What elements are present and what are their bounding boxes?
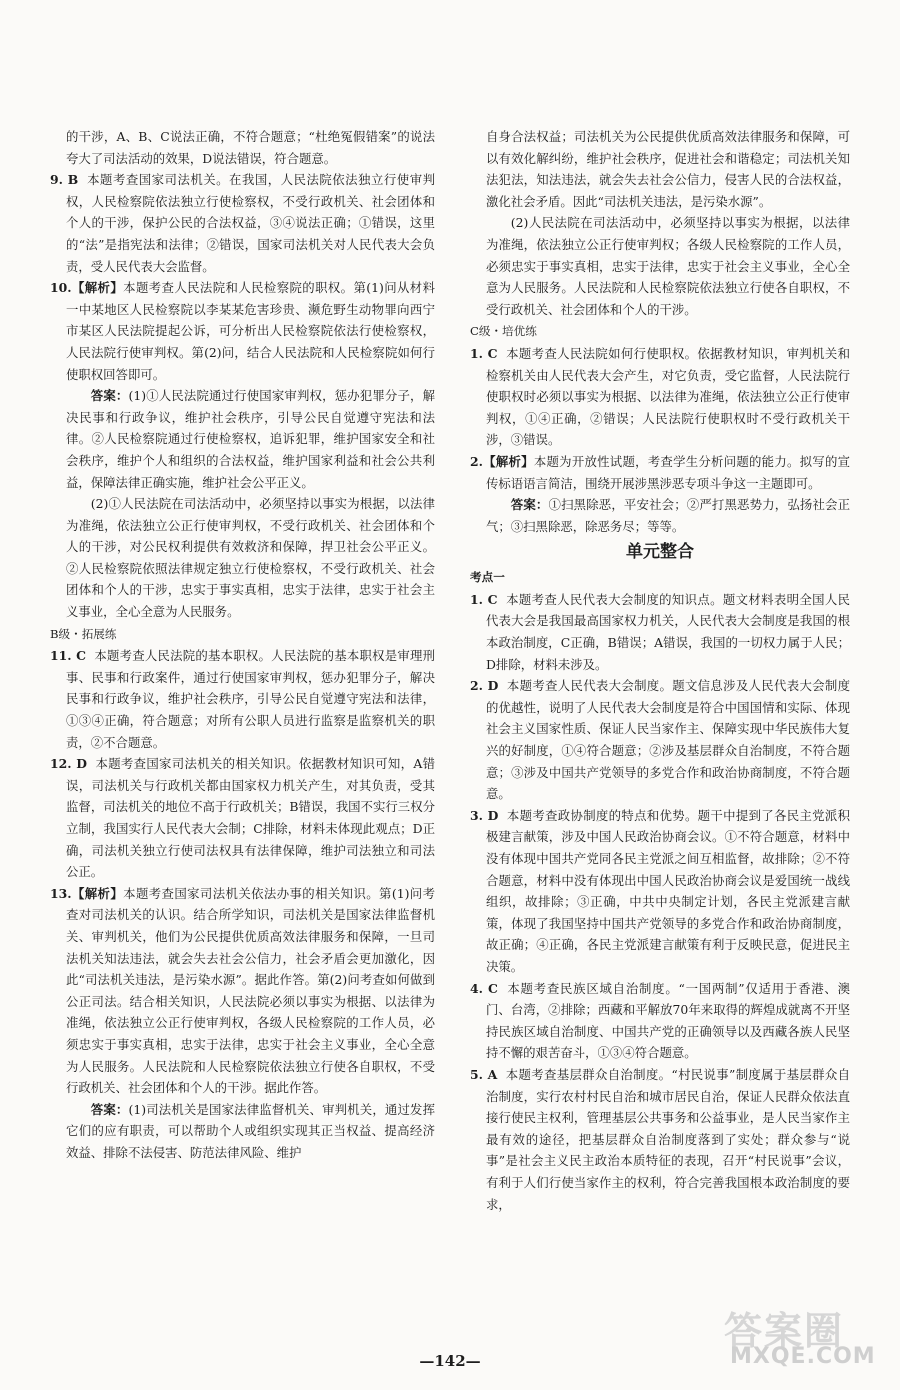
watermark-logo: [724, 1300, 894, 1380]
analysis-tag: 【解析】: [71, 280, 124, 296]
item-text: 本题考查基层群众自治制度。“村民说事”制度属于基层群众自治制度，实行农村村民自治和城市居民自治，保证人民群众依法直接行使民主权利，管理基层公共事务和公益事业，是人民当家作主最有效的途径，把基层群众自治制度落到了实处；群众参与“说事”是社会主义民主政治本质特征的表现，召开“村民说事”会议，有利于人们行使当家作主的权利，符合完善我国根本政治制度的要求，: [486, 1066, 850, 1212]
paragraph-continuation: 的干涉，A、B、C说法正确，不符合题意；“杜绝冤假错案”的说法夸大了司法活动的效果，D说法错误，符合题意。: [66, 129, 435, 166]
item-number: 1. C: [470, 591, 498, 607]
answer-item-10: [50, 277, 435, 385]
answer-text: ①扫黑除恶，平安社会；②严打黑恶势力，弘扬社会正气；③扫黑除恶，除恶务尽；等等。: [486, 497, 851, 534]
item-number: 2.: [470, 453, 483, 469]
item-number: 10.: [50, 280, 72, 296]
unit-title: 单元整合: [626, 542, 694, 563]
answer-paragraph: [50, 385, 435, 493]
item-number: 11. C: [50, 648, 86, 664]
answer-text: (1)①人民法院通过行使国家审判权，惩办犯罪分子，解决民事和行政争议，维护社会秩序，引导公民自觉遵守宪法和法律。②人民检察院通过行使检察权，追诉犯罪，维护国家安全和社会秩序，维护个人和组织的合法权益，维护国家利益和社会公共利益，保障法律正确实施，维护社会公平正义。: [66, 388, 436, 490]
answer-item-u1: [470, 589, 850, 675]
item-text: 本题考查人民法院的基本职权。人民法院的基本职权是审理刑事、民事和行政案件，通过行使国家审判权，惩办犯罪分子，解决民事和行政争议，维护社会秩序，引导公民自觉遵守宪法和法律，①③④正确，符合题意；对所有公职人员进行监察是监察机关的职责，②不合题意。: [66, 648, 435, 750]
answer-label: 答案：: [510, 497, 549, 513]
answer-item-9: [50, 169, 435, 277]
answer-item-u4: [470, 978, 850, 1064]
section-heading-c: C级・培优练: [470, 324, 537, 339]
analysis-tag: 【解析】: [482, 453, 534, 469]
item-number: 2. D: [470, 678, 499, 694]
answer-paragraph: [470, 494, 850, 537]
section-heading-b: B级・拓展练: [50, 626, 117, 641]
item-number: 4. C: [470, 980, 498, 996]
item-text: 本题考查国家司法机关的相关知识。依据教材知识可知，A错误，司法机关与行政机关都由国家权力机关产生，对其负责，受其监督，司法机关的地位不高于行政机关；B错误，我国不实行三权分立制，我国实行人民代表大会制；C排除，材料未体现此观点；D正确，司法机关独立行使司法权具有法律保障，维护司法独立和司法公正。: [66, 756, 435, 880]
answer-item-u3: [470, 805, 850, 978]
answer-item-13: [50, 883, 435, 1099]
answer-item-11: [50, 645, 435, 753]
answer-text: (1)司法机关是国家法律监督机关、审判机关，通过发挥它们的应有职责，可以帮助个人或组织实现其正当权益、提高经济效益、排除不法侵害、防范法律风险、维护: [66, 1101, 436, 1160]
watermark-text-cn: 答案圈: [724, 1309, 845, 1353]
item-number: 12. D: [50, 756, 87, 772]
answer-label: 答案：: [90, 1101, 129, 1117]
item-text: 本题考查人民法院和人民检察院的职权。第(1)问从材料一中某地区人民检察院以李某某危害珍贵、濒危野生动物罪向西宁市某区人民法院提起公诉，可分析出人民检察院依法行使检察权，人民法院行使审判权。第(2)问，结合人民法院和人民检察院如何行使职权回答即可。: [66, 280, 435, 382]
item-text: 本题考查人民代表大会制度的知识点。题文材料表明全国人民代表大会是我国最高国家权力机关，人民代表大会制度是我国的根本政治制度，C正确，B错误；A错误，我国的一切权力属于人民；D排除，材料未涉及。: [486, 591, 850, 672]
answer-label: 答案：: [90, 388, 129, 404]
analysis-tag: 【解析】: [71, 885, 124, 901]
right-column: [470, 126, 850, 1215]
item-text: 本题考查国家司法机关依法办事的相关知识。第(1)问考查对司法机关的认识。结合所学知识，司法机关是国家法律监督机关、审判机关，他们为公民提供优质高效法律服务和保障，一旦司法机关知法违法，就会失去社会公信力，社会矛盾会更加激化，因此“司法机关违法，是污染水源”。据此作答。第(2)问考查如何做到公正司法。结合相关知识，人民法院必须以事实为根据、以法律为准绳，依法独立公正行使审判权，各级人民检察院的工作人员，必须忠实于事实真相，忠实于法律，忠实于社会主义事业，全心全意为人民服务。人民法院和人民检察院依法独立行使各自职权，不受行政机关、社会团体和个人的干涉。据此作答。: [66, 885, 435, 1096]
item-number: 1. C: [470, 345, 498, 361]
key-point-label: 考点一: [470, 570, 505, 585]
item-number: 3. D: [470, 807, 499, 823]
item-text: 本题考查人民代表大会制度。题文信息涉及人民代表大会制度的优越性，说明了人民代表大会制度是符合中国国情和实际、体现社会主义国家性质、保证人民当家作主、保障实现中华民族伟大复兴的好制度，①④符合题意；②涉及基层群众自治制度，不符合题意；③涉及中国共产党领导的多党合作和政治协商制度，不符合题意。: [486, 678, 850, 802]
answer-item-c1: [470, 343, 850, 451]
watermark-text-en: MXQE.COM: [730, 1344, 876, 1369]
answer-paragraph: (2)人民法院在司法活动中，必须坚持以事实为根据，以法律为准绳，依法独立公正行使审判权；各级人民检察院的工作人员，必须忠实于事实真相，忠实于法律，忠实于社会主义事业，全心全意为人民服务。人民法院和人民检察院依法独立行使各自职权，不受行政机关、社会团体和个人的干涉。: [486, 215, 850, 317]
item-text: 本题考查政协制度的特点和优势。题干中提到了各民主党派积极建言献策，涉及中国人民政治协商会议。①不符合题意，材料中没有体现中国共产党同各民主党派之间互相监督，故排除；②不符合题意，材料中没有体现出中国人民政治协商会议是爱国统一战线组织，故排除；③正确，中共中央制定计划，各民主党派建言献策，体现了我国坚持中国共产党领导的多党合作和政治协商制度，故正确；④正确，各民主党派建言献策有利于反映民意，促进民主决策。: [486, 807, 850, 974]
answer-item-12: [50, 753, 435, 883]
item-text: 本题考查国家司法机关。在我国，人民法院依法独立行使审判权，人民检察院依法独立行使检察权，不受行政机关、社会团体和个人的干涉，保护公民的合法权益，③④说法正确；①错误，这里的“法”是指宪法和法律；②错误，国家司法机关对人民代表大会负责，受人民代表大会监督。: [66, 172, 435, 274]
item-text: 本题考查民族区域自治制度。“一国两制”仅适用于香港、澳门、台湾，②排除；西藏和平解放70年来取得的辉煌成就离不开坚持民族区域自治制度、中国共产党的正确领导以及西藏各族人民坚持不懈的艰苦奋斗，①③④符合题意。: [486, 980, 850, 1061]
answer-paragraph: [50, 1099, 435, 1164]
item-number: 13.: [50, 885, 72, 901]
answer-item-u2: [470, 675, 850, 805]
paragraph-continuation: 自身合法权益；司法机关为公民提供优质高效法律服务和保障，可以有效化解纠纷，维护社会秩序，促进社会和谐稳定；司法机关知法犯法，知法违法，就会失去社会公信力，侵害人民的合法权益，激化社会矛盾。因此“司法机关违法，是污染水源”。: [486, 129, 850, 209]
page-number: —142—: [419, 1352, 481, 1370]
answer-item-c2: [470, 451, 850, 494]
left-column: [50, 126, 435, 1164]
item-number: 5. A: [470, 1066, 498, 1082]
item-text: 本题为开放性试题，考查学生分析问题的能力。拟写的宣传标语语言简洁，围绕开展涉黑涉恶专项斗争这一主题即可。: [486, 453, 851, 491]
item-text: 本题考查人民法院如何行使职权。依据教材知识，审判机关和检察机关由人民代表大会产生，对它负责，受它监督，人民法院行使职权时必须以事实为根据、以法律为准绳，依法独立公正行使审判权，①④正确，②错误；人民法院行使职权时不受行政机关干涉，③错误。: [486, 345, 850, 448]
item-number: 9. B: [50, 172, 79, 188]
answer-item-u5: [470, 1064, 850, 1215]
answer-paragraph: (2)①人民法院在司法活动中，必须坚持以事实为根据，以法律为准绳，依法独立公正行使审判权，不受行政机关、社会团体和个人的干涉，对公民权利提供有效救济和保障，捍卫社会公平正义。②人民检察院依照法律规定独立行使检察权，不受行政机关、社会团体和个人的干涉，忠实于事实真相，忠实于法律，忠实于社会主义事业，全心全意为人民服务。: [66, 496, 435, 620]
